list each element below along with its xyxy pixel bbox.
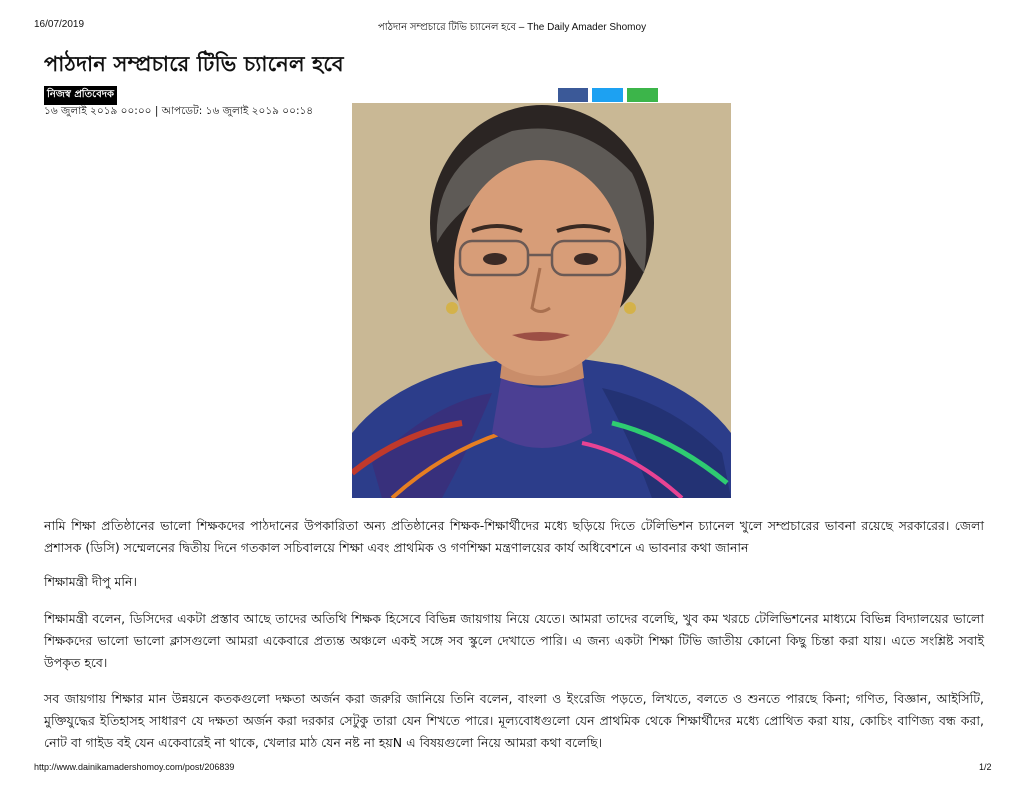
article-photo <box>352 103 731 498</box>
share-facebook-button[interactable] <box>558 88 588 102</box>
footer-url[interactable]: http://www.dainikamadershomoy.com/post/206839 <box>34 762 235 772</box>
article-paragraph: নামি শিক্ষা প্রতিষ্ঠানের ভালো শিক্ষকদের পাঠদানের উপকারিতা অন্য প্রতিষ্ঠানের শিক্ষক-শিক্ষার্থীদের মধ্যে ছড়িয়ে দিতে টেলিভিশন চ্যানেল খুলে সম্প্রচারের ভাবনা রয়েছে সরকারের। জেলা প্রশাসক (ডিসি) সম্মেলনের দ্বিতীয় দিনে গতকাল সচিবালয়ে শিক্ষা এবং প্রাথমিক ও গণশিক্ষা মন্ত্রণালয়ের কার্য অধিবেশনে এ ভাবনার কথা জানান <box>44 518 984 555</box>
footer-page-number: 1/2 <box>979 762 992 772</box>
byline-badge[interactable]: নিজস্ব প্রতিবেদক <box>44 86 117 105</box>
article-paragraph: সব জায়গায় শিক্ষার মান উন্নয়নে কতকগুলো দক্ষতা অর্জন করা জরুরি জানিয়ে তিনি বলেন, বাংলা ও ইংরেজি পড়তে, লিখতে, বলতে ও শুনতে পারছে কিনা; গণিত, বিজ্ঞান, আইসিটি, মুক্তিযুদ্ধের ইতিহাসহ সাধারণ যে দক্ষতা অর্জন করা দরকার সেটুকু তারা যেন শিখতে পারে। মূল্যবোধগুলো যেন প্রাথমিক থেকে শিক্ষার্থীদের মধ্যে প্রোথিত করা যায়, কোচিং বাণিজ্য বন্ধ করা, নোট বা গাইড বই যেন একেবারেই না থাকে, খেলার মাঠ যেন নষ্ট না হয়N এ বিষয়গুলো নিয়ে আমরা কথা বলেছি। <box>44 691 984 750</box>
article-headline: পাঠদান সম্প্রচারে টিভি চ্যানেল হবে <box>44 52 344 76</box>
article-paragraph: শিক্ষামন্ত্রী দীপু মনি। <box>44 574 137 589</box>
print-date: 16/07/2019 <box>34 19 85 30</box>
share-twitter-button[interactable] <box>592 88 623 102</box>
article-timestamp: ১৬ জুলাই ২০১৯ ০০:০০ | আপডেট: ১৬ জুলাই ২০১৯ ০০:১৪ <box>44 105 314 117</box>
print-page-title: পাঠদান সম্প্রচারে টিভি চ্যানেল হবে – The Daily Amader Shomoy <box>377 22 647 33</box>
article-paragraph: শিক্ষামন্ত্রী বলেন, ডিসিদের একটা প্রস্তাব আছে তাদের অতিথি শিক্ষক হিসেবে বিভিন্ন জায়গায় নিয়ে যেতে। আমরা তাদের বলেছি, খুব কম খরচে টেলিভিশনের মাধ্যমে বিভিন্ন বিদ্যালয়ের ভালো শিক্ষকদের ভালো ভালো ক্লাসগুলো আমরা একেবারে প্রত্যন্ত অঞ্চলে একই সঙ্গে সব স্কুলে দেখাতে পারি। এ জন্য একটা শিক্ষা টিভি জাতীয় কোনো কিছু চিন্তা করা যায়। এতে সংশ্লিষ্ট সবাই উপকৃত হবে। <box>44 611 984 670</box>
share-whatsapp-button[interactable] <box>627 88 658 102</box>
